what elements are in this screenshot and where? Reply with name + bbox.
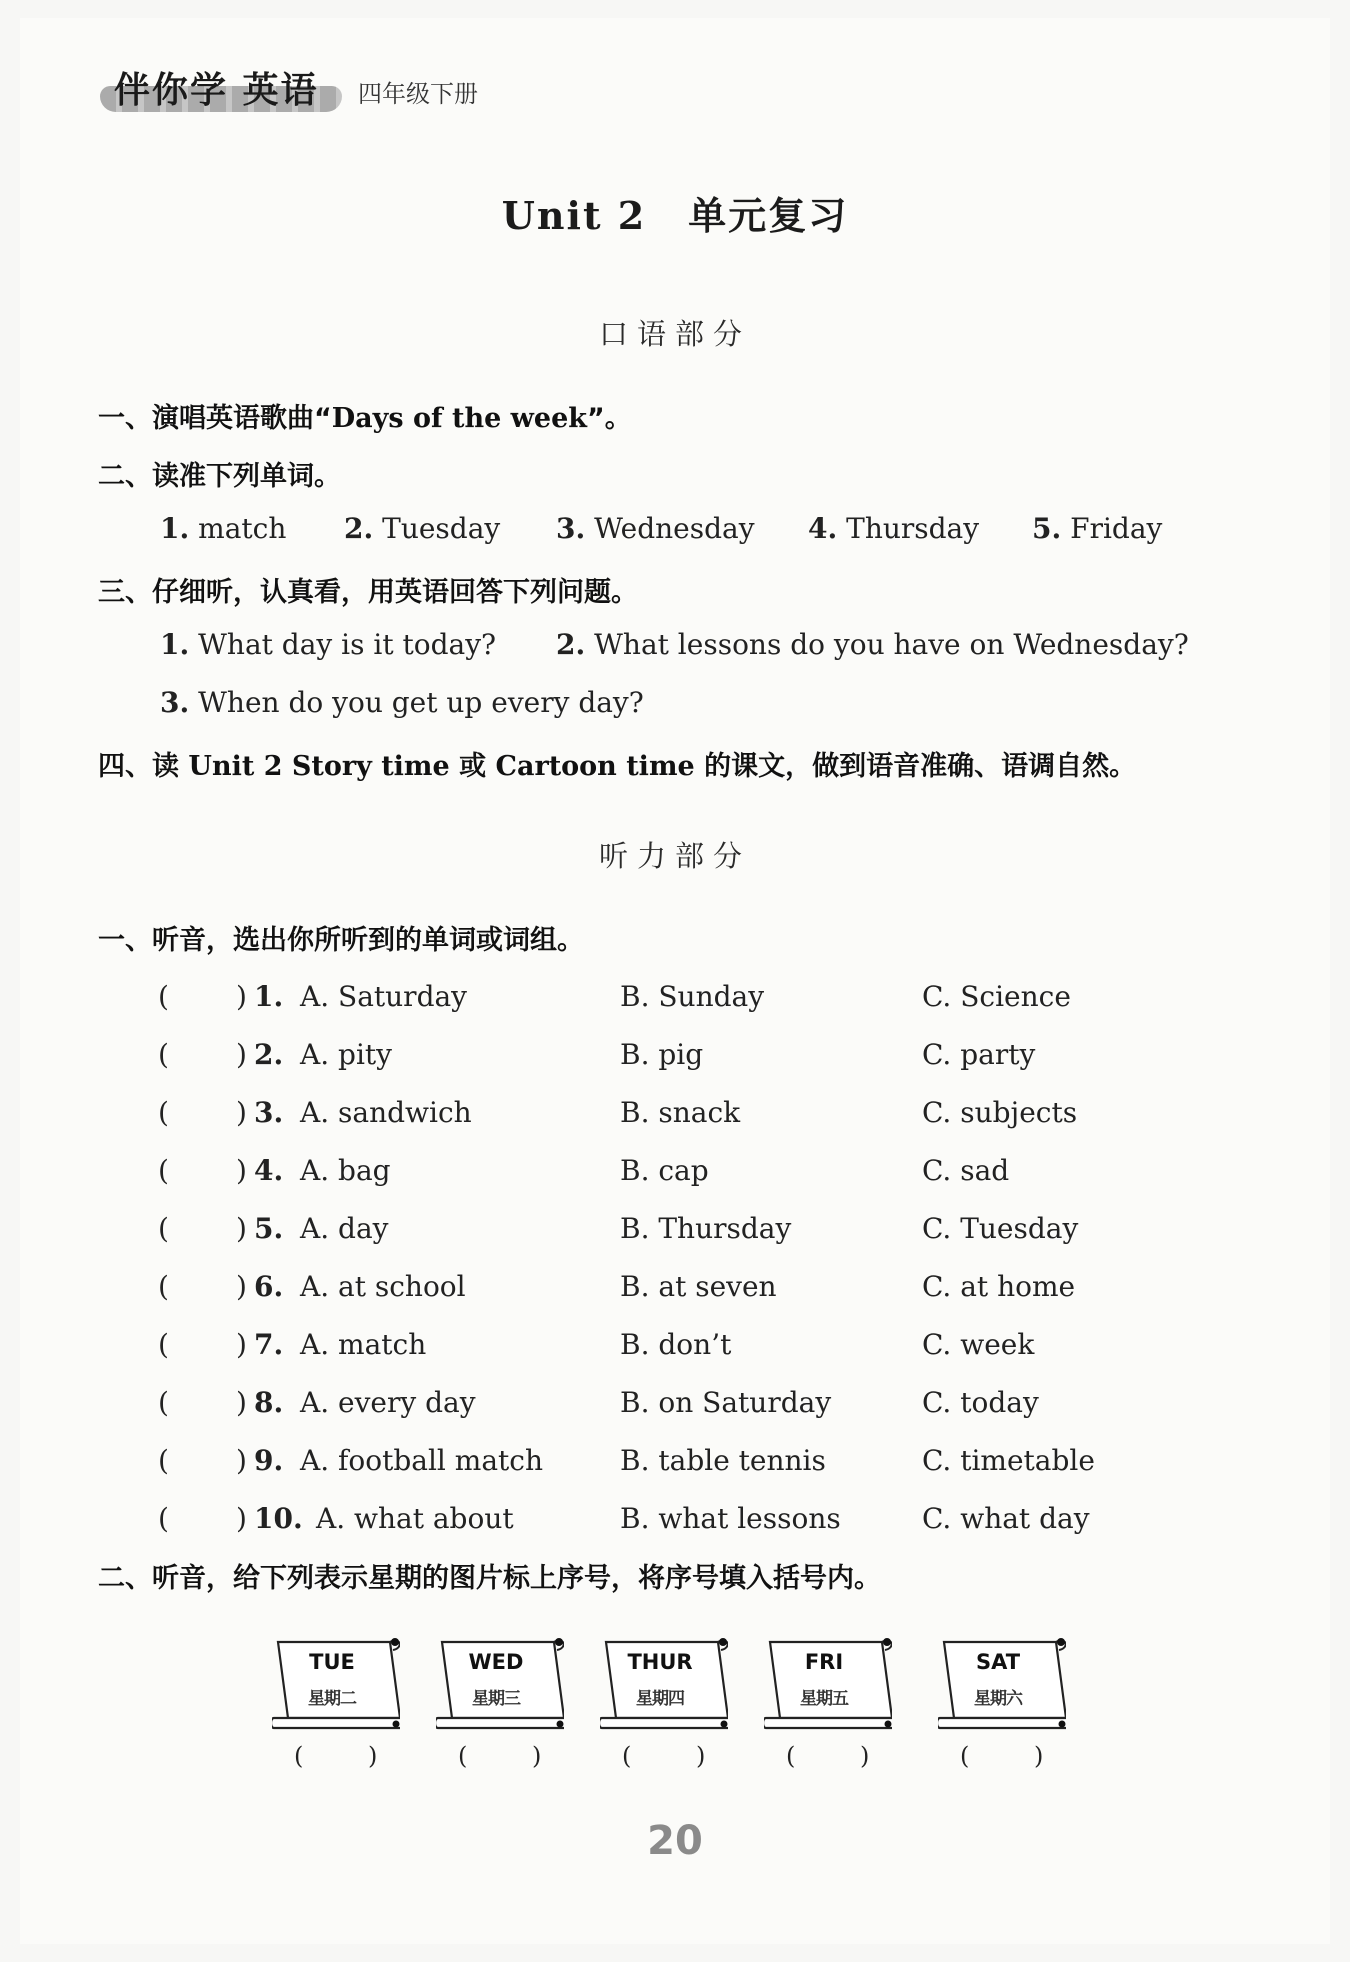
answer-paren-left: ( bbox=[158, 1502, 169, 1535]
weekday-abbr: THUR bbox=[627, 1650, 693, 1674]
answer-paren-left: ( bbox=[158, 1386, 169, 1419]
oral-section-title: 口语部分 bbox=[598, 317, 751, 351]
question-number: 6. bbox=[254, 1270, 284, 1303]
word-item: 2. Tuesday bbox=[344, 512, 501, 545]
weekday-chinese: 星期二 bbox=[308, 1689, 356, 1709]
brand-title: 伴你学 英语 bbox=[114, 70, 319, 111]
question-number: 3. bbox=[254, 1096, 284, 1129]
answer-paren-right: ) bbox=[236, 1270, 247, 1303]
oral-q1-prefix: 一、演唱英语歌曲“ bbox=[98, 403, 332, 434]
option-c: C. at home bbox=[922, 1270, 1076, 1303]
option-a: A. what about bbox=[316, 1502, 514, 1535]
grade-label: 四年级下册 bbox=[358, 80, 478, 108]
unit-name: 单元复习 bbox=[688, 193, 849, 238]
oral-q4: 四、读 Unit 2 Story time 或 Cartoon time 的课文，做到语音准确、语调自然。 bbox=[98, 751, 1137, 782]
option-a: A. football match bbox=[300, 1444, 543, 1477]
question-number: 4. bbox=[254, 1154, 284, 1187]
choice-row bbox=[0, 1270, 1350, 1310]
option-b: B. snack bbox=[620, 1096, 741, 1129]
answer-paren-left: ( bbox=[158, 980, 169, 1013]
answer-paren-left: ( bbox=[158, 1154, 169, 1187]
option-a: A. every day bbox=[300, 1386, 476, 1419]
option-c: C. timetable bbox=[922, 1444, 1095, 1477]
answer-paren-left: ( bbox=[158, 1212, 169, 1245]
answer-paren-left: ( bbox=[158, 1328, 169, 1361]
option-b: B. at seven bbox=[620, 1270, 777, 1303]
word-item: 3. Wednesday bbox=[556, 512, 755, 545]
choice-row bbox=[0, 1502, 1350, 1542]
option-a: A. day bbox=[300, 1212, 389, 1245]
answer-paren-right: ) bbox=[236, 1212, 247, 1245]
weekday-chinese: 星期六 bbox=[974, 1689, 1022, 1709]
option-c: C. subjects bbox=[922, 1096, 1078, 1129]
option-c: C. what day bbox=[922, 1502, 1090, 1535]
song-title: Days of the week bbox=[331, 403, 587, 434]
option-a: A. pity bbox=[300, 1038, 392, 1071]
unit-title bbox=[0, 185, 1350, 240]
option-b: B. what lessons bbox=[620, 1502, 841, 1535]
weekday-scroll bbox=[764, 1632, 892, 1736]
option-a: A. bag bbox=[300, 1154, 391, 1187]
option-c: C. week bbox=[922, 1328, 1035, 1361]
question-number: 10. bbox=[254, 1502, 303, 1535]
choice-row bbox=[0, 1444, 1350, 1484]
answer-paren-right: ) bbox=[236, 1386, 247, 1419]
question-item: 2. What lessons do you have on Wednesday? bbox=[556, 628, 1189, 661]
choice-row bbox=[0, 980, 1350, 1020]
question-number: 8. bbox=[254, 1386, 284, 1419]
answer-paren-right: ) bbox=[696, 1742, 706, 1770]
answer-paren-right: ) bbox=[236, 980, 247, 1013]
answer-paren-left: ( bbox=[158, 1038, 169, 1071]
question-number: 1. bbox=[254, 980, 284, 1013]
weekday-chinese: 星期三 bbox=[472, 1689, 520, 1709]
answer-paren-right: ) bbox=[236, 1038, 247, 1071]
oral-q1 bbox=[98, 396, 632, 435]
choice-row bbox=[0, 1212, 1350, 1252]
choice-row bbox=[0, 1154, 1350, 1194]
answer-paren-left: ( bbox=[622, 1742, 632, 1770]
word-item: 1. match bbox=[160, 512, 287, 545]
answer-paren-right: ) bbox=[860, 1742, 870, 1770]
answer-paren-right: ) bbox=[236, 1328, 247, 1361]
weekday-abbr: FRI bbox=[804, 1650, 844, 1674]
answer-paren-right: ) bbox=[1034, 1742, 1044, 1770]
answer-paren-left: ( bbox=[786, 1742, 796, 1770]
listening-q2: 二、听音，给下列表示星期的图片标上序号，将序号填入括号内。 bbox=[98, 1563, 881, 1594]
question-item: 3. When do you get up every day? bbox=[160, 686, 644, 719]
option-c: C. party bbox=[922, 1038, 1036, 1071]
answer-paren-right: ) bbox=[368, 1742, 378, 1770]
question-number: 9. bbox=[254, 1444, 284, 1477]
weekday-scroll bbox=[938, 1632, 1066, 1736]
option-b: B. Thursday bbox=[620, 1212, 792, 1245]
question-number: 2. bbox=[254, 1038, 284, 1071]
listening-section-title: 听力部分 bbox=[598, 839, 751, 873]
oral-q1-suffix: ”。 bbox=[586, 403, 632, 434]
weekday-scroll bbox=[272, 1632, 400, 1736]
question-number: 7. bbox=[254, 1328, 284, 1361]
weekday-scroll bbox=[436, 1632, 564, 1736]
option-c: C. Tuesday bbox=[922, 1212, 1079, 1245]
oral-q3: 三、仔细听，认真看，用英语回答下列问题。 bbox=[98, 577, 638, 608]
word-item: 5. Friday bbox=[1032, 512, 1163, 545]
weekday-abbr: TUE bbox=[309, 1650, 355, 1674]
option-b: B. cap bbox=[620, 1154, 709, 1187]
answer-paren-right: ) bbox=[236, 1502, 247, 1535]
answer-paren-left: ( bbox=[960, 1742, 970, 1770]
option-a: A. sandwich bbox=[300, 1096, 472, 1129]
option-c: C. today bbox=[922, 1386, 1039, 1419]
word-item: 4. Thursday bbox=[808, 512, 980, 545]
listening-q1: 一、听音，选出你所听到的单词或词组。 bbox=[98, 925, 584, 956]
option-b: B. pig bbox=[620, 1038, 704, 1071]
answer-paren-right: ) bbox=[236, 1154, 247, 1187]
option-a: A. Saturday bbox=[300, 980, 468, 1013]
oral-q2: 二、读准下列单词。 bbox=[98, 461, 341, 492]
option-b: B. don’t bbox=[620, 1328, 732, 1361]
option-b: B. on Saturday bbox=[620, 1386, 832, 1419]
answer-paren-left: ( bbox=[294, 1742, 304, 1770]
weekday-abbr: SAT bbox=[975, 1650, 1021, 1674]
answer-paren-left: ( bbox=[158, 1444, 169, 1477]
answer-paren-left: ( bbox=[458, 1742, 468, 1770]
weekday-chinese: 星期四 bbox=[636, 1689, 684, 1709]
option-b: B. Sunday bbox=[620, 980, 765, 1013]
option-b: B. table tennis bbox=[620, 1444, 826, 1477]
weekday-scroll bbox=[600, 1632, 728, 1736]
question-item: 1. What day is it today? bbox=[160, 628, 497, 661]
page-number: 20 bbox=[647, 1818, 703, 1864]
choice-row bbox=[0, 1096, 1350, 1136]
option-c: C. sad bbox=[922, 1154, 1010, 1187]
option-c: C. Science bbox=[922, 980, 1071, 1013]
option-a: A. match bbox=[300, 1328, 427, 1361]
answer-paren-right: ) bbox=[236, 1096, 247, 1129]
choice-row bbox=[0, 1038, 1350, 1078]
answer-paren-left: ( bbox=[158, 1270, 169, 1303]
answer-paren-left: ( bbox=[158, 1096, 169, 1129]
option-a: A. at school bbox=[300, 1270, 466, 1303]
weekday-chinese: 星期五 bbox=[800, 1689, 848, 1709]
choice-row bbox=[0, 1328, 1350, 1368]
choice-row bbox=[0, 1386, 1350, 1426]
unit-label: Unit 2 bbox=[501, 193, 647, 238]
answer-paren-right: ) bbox=[236, 1444, 247, 1477]
question-number: 5. bbox=[254, 1212, 284, 1245]
answer-paren-right: ) bbox=[532, 1742, 542, 1770]
weekday-abbr: WED bbox=[468, 1650, 524, 1674]
